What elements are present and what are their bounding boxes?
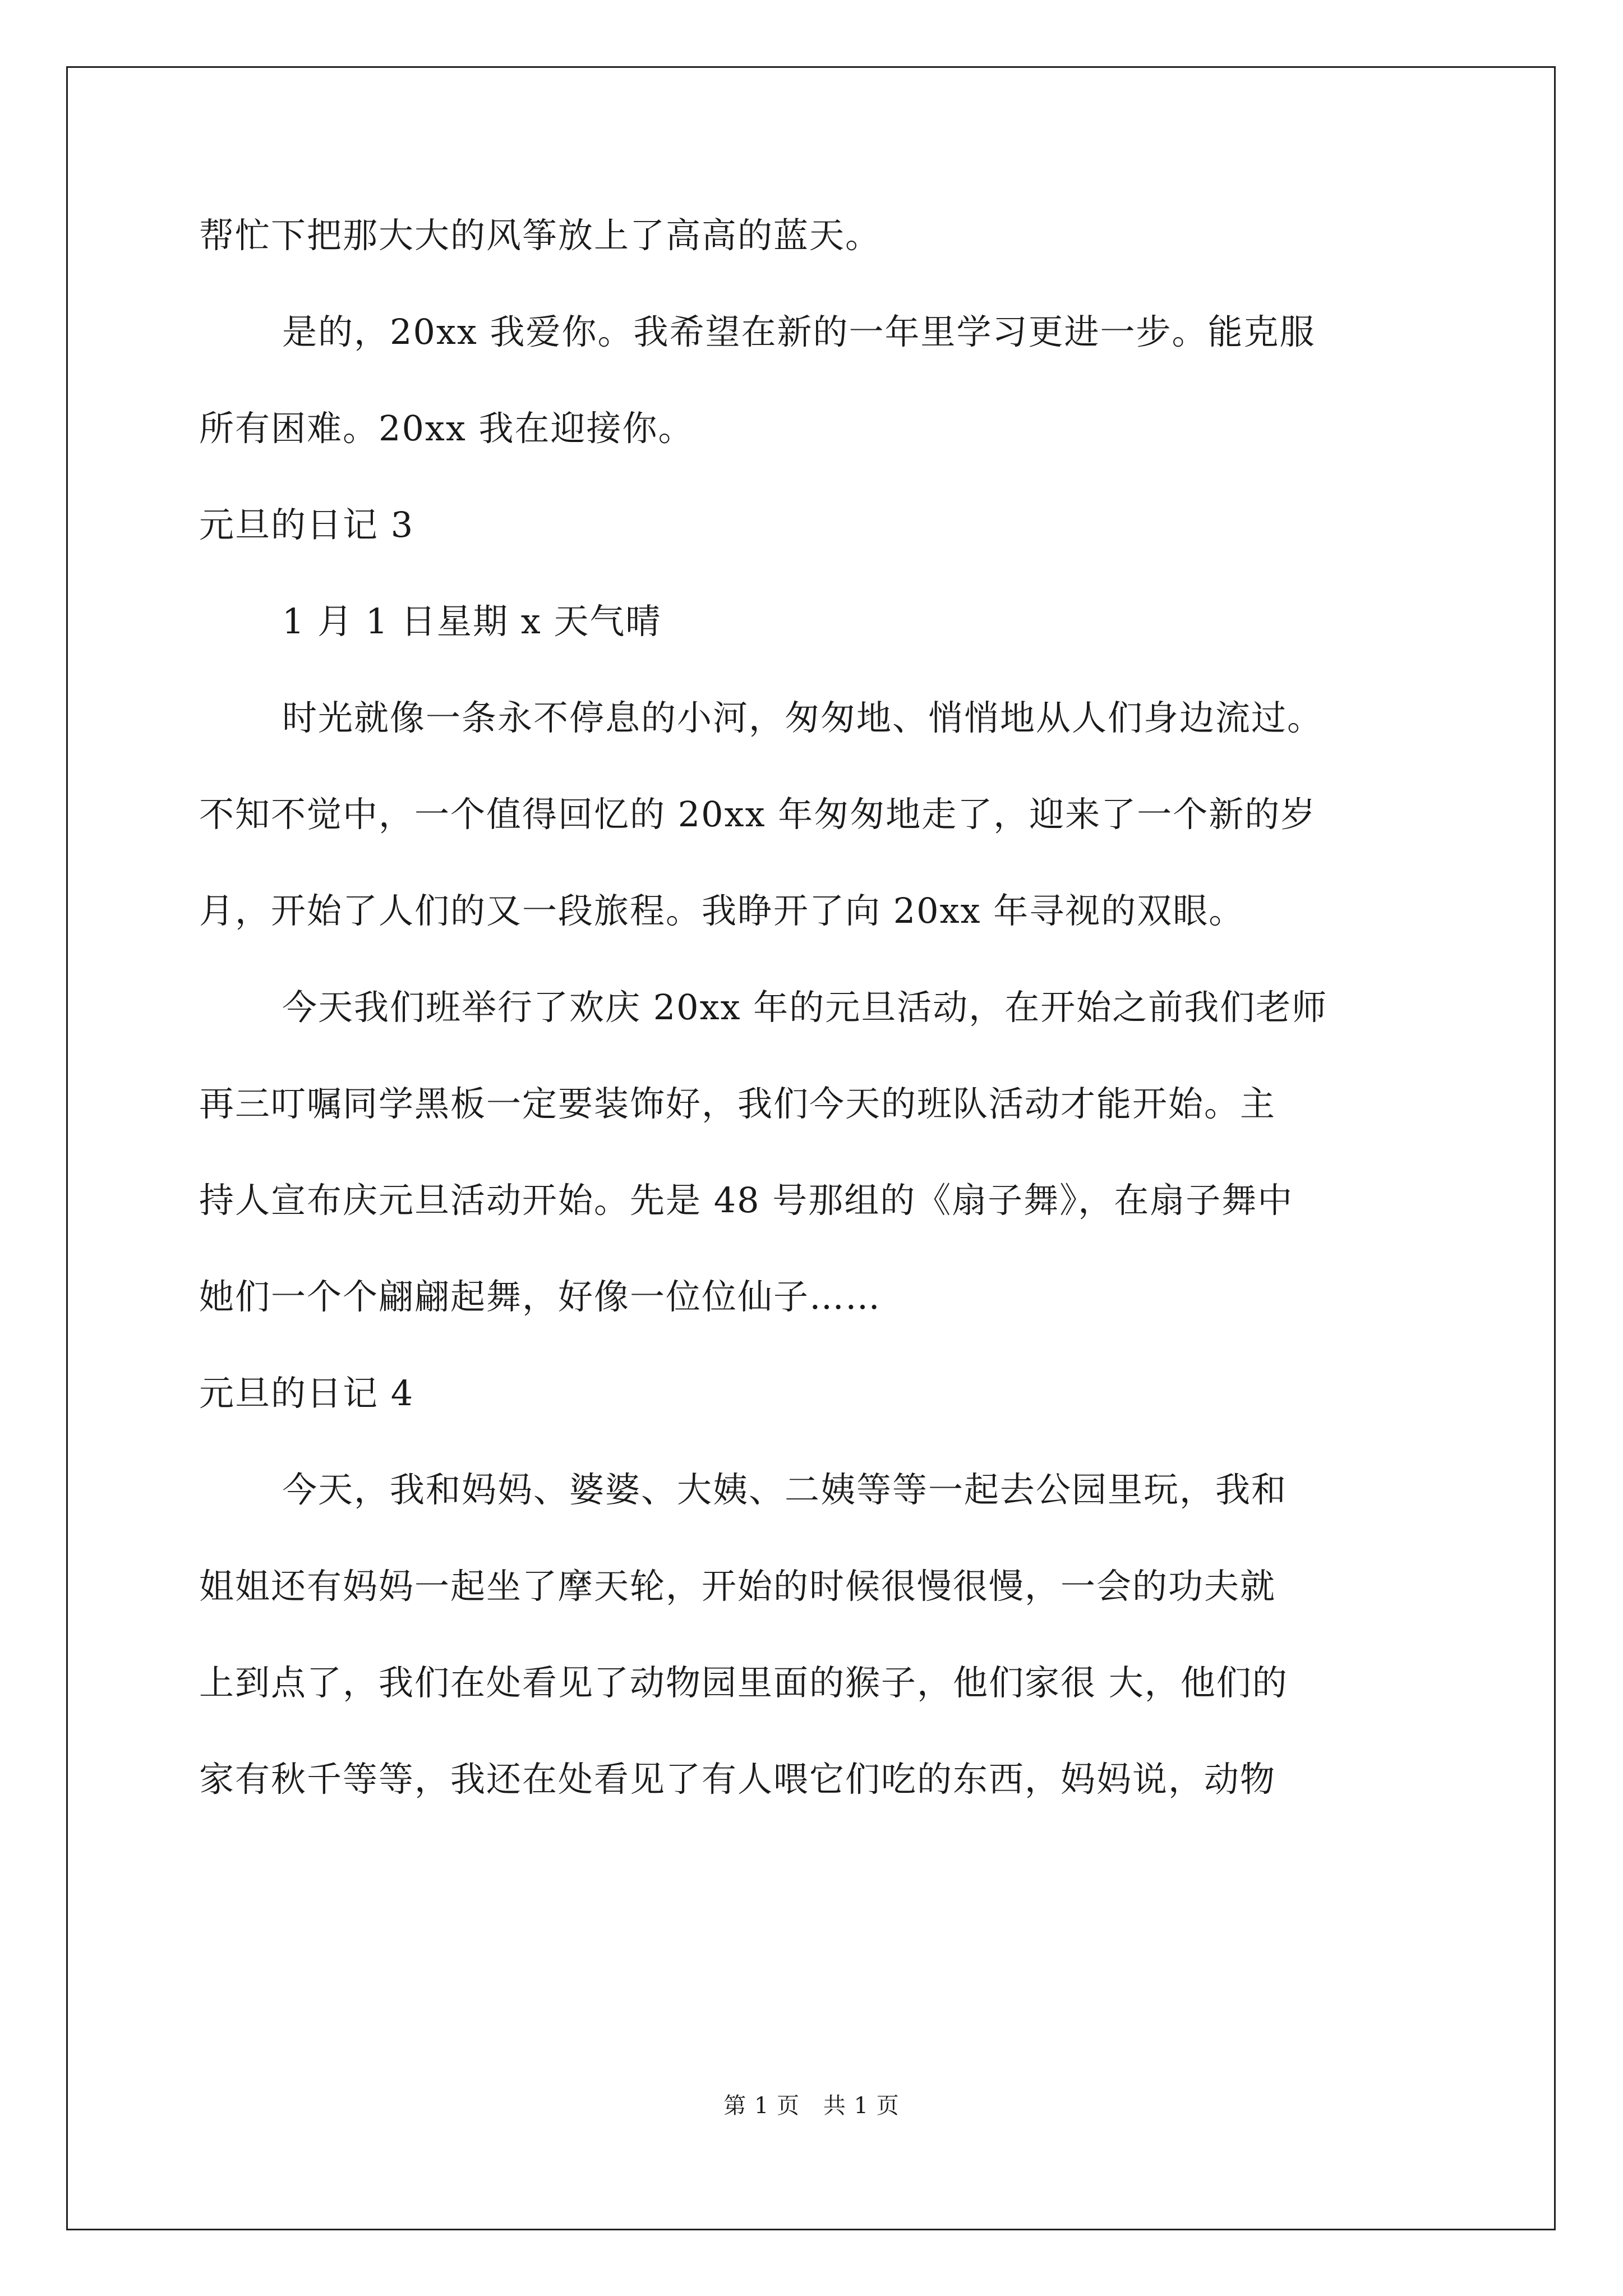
document-body (199, 210, 1433, 1851)
page-number: 第 1 页 (723, 2093, 800, 2119)
text-line: 持人宣布庆元旦活动开始。先是 48 号那组的《扇子舞》，在扇子舞中 (199, 1180, 1294, 1221)
text-line: 家有秋千等等，我还在处看见了有人喂它们吃的东西，妈妈说，动物 (199, 1759, 1276, 1800)
text-line: 她们一个个翩翩起舞，好像一位位仙子…… (199, 1276, 882, 1317)
text-line: 帮忙下把那大大的风筝放上了高高的蓝天。 (199, 215, 882, 256)
text-line: 今天我们班举行了欢庆 20xx 年的元旦活动，在开始之前我们老师 (282, 987, 1328, 1028)
text-line: 再三叮嘱同学黑板一定要装饰好，我们今天的班队活动才能开始。主 (199, 1083, 1276, 1124)
text-line: 上到点了，我们在处看见了动物园里面的猴子，他们家很 大，他们的 (199, 1662, 1288, 1703)
text-line: 是的，20xx 我爱你。我希望在新的一年里学习更进一步。能克服 (282, 311, 1316, 352)
text-line: 时光就像一条永不停息的小河，匆匆地、悄悄地从人们身边流过。 (282, 697, 1324, 738)
page-footer (0, 2088, 1623, 2120)
section-heading: 元旦的日记 4 (199, 1373, 414, 1414)
text-line: 姐姐还有妈妈一起坐了摩天轮，开始的时候很慢很慢，一会的功夫就 (199, 1566, 1276, 1607)
text-line: 不知不觉中，一个值得回忆的 20xx 年匆匆地走了，迎来了一个新的岁 (199, 794, 1317, 835)
text-line: 今天，我和妈妈、婆婆、大姨、二姨等等一起去公园里玩，我和 (282, 1469, 1288, 1510)
text-line: 所有困难。20xx 我在迎接你。 (199, 408, 694, 449)
page-total: 共 1 页 (823, 2093, 900, 2119)
date-weather-line: 1 月 1 日星期 x 天气晴 (282, 601, 662, 642)
section-heading: 元旦的日记 3 (199, 504, 414, 545)
text-line: 月，开始了人们的又一段旅程。我睁开了向 20xx 年寻视的双眼。 (199, 890, 1245, 931)
